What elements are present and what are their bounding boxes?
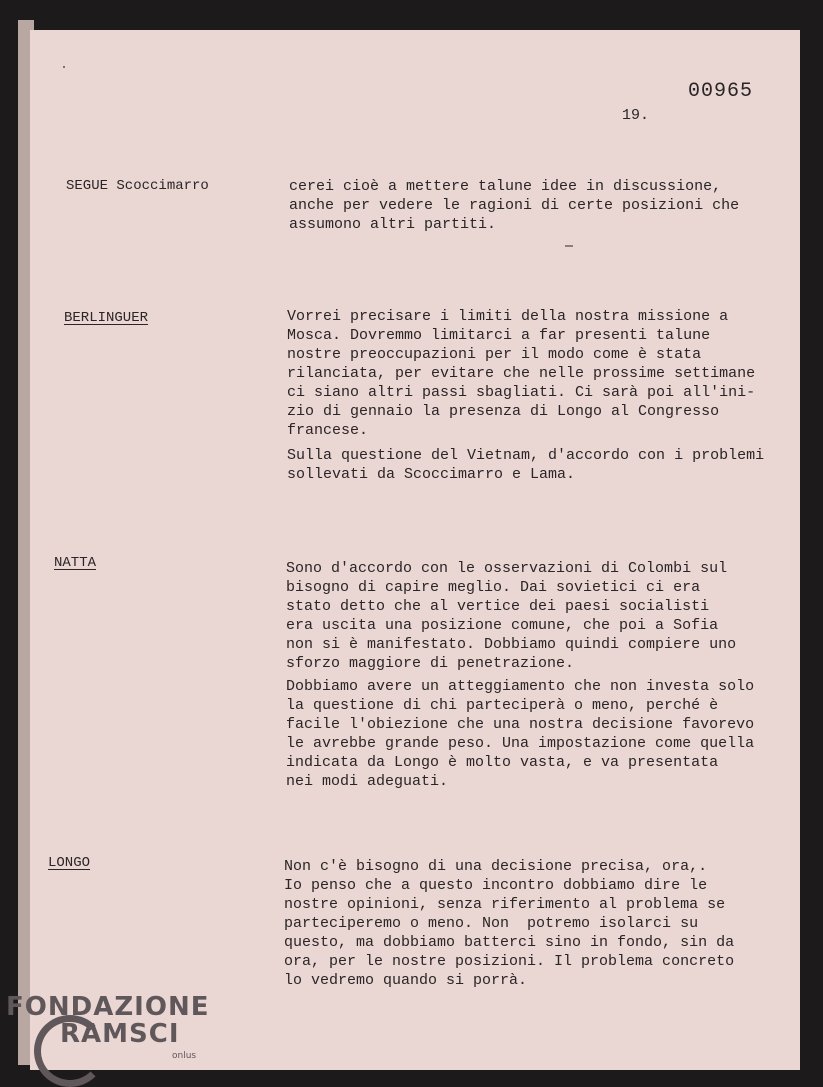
watermark-line3: onlus [172, 1051, 197, 1061]
speaker-label: LONGO [48, 855, 91, 871]
speech-paragraph: cerei cioè a mettere talune idee in discussione, anche per vedere le ragioni di certe posizioni che assumono altri partiti. [289, 178, 740, 233]
speaker-label: NATTA [54, 555, 97, 571]
speech-paragraph: Dobbiamo avere un atteggiamento che non investa solo la questione di chi parteciperà o meno, perché è facile l'obiezione che una nostra decisione favorevo le avrebbe grande peso. Una impostazione come quella indicata da Longo è molto vasta, e va presentata nei modi adeguati. [286, 678, 755, 790]
page-number: 19. [622, 107, 650, 124]
speech-paragraph: Non c'è bisogno di una decisione precisa, ora,. Io penso che a questo incontro dobbiamo dire le nostre opinioni, senza riferimento al problema se parteciperemo o meno. Non potremo isolarci su questo, ma dobbiamo batterci sino in fondo, sin da ora, per le nostre posizioni. Il problema concreto lo vedremo quando si porrà. [284, 858, 735, 989]
speaker-label: SEGUE Scoccimarro [66, 178, 209, 194]
watermark-line1: FONDAZIONE [6, 992, 210, 1022]
speech-paragraph: Sulla questione del Vietnam, d'accordo con i problemi sollevati da Scoccimarro e Lama. [287, 447, 765, 483]
fondazione-gramsci-watermark [0, 985, 230, 1080]
speck [63, 66, 65, 68]
speech-paragraph: Sono d'accordo con le osservazioni di Colombi sul bisogno di capire meglio. Dai sovietici ci era stato detto che al vertice dei paesi socialisti era uscita una posizione comune, che poi a Sofia non si è manifestato. Dobbiamo quindi compiere uno sforzo maggiore di penetrazione. [286, 560, 737, 672]
speaker-label: BERLINGUER [64, 310, 149, 326]
ink-mark [565, 245, 573, 247]
watermark-line2: RAMSCI [60, 1019, 180, 1049]
speech-paragraph: Vorrei precisare i limiti della nostra missione a Mosca. Dovremmo limitarci a far presenti talune nostre preoccupazioni per il modo come è stata rilanciata, per evitare che nelle prossime settimane ci siano altri passi sbagliati. Ci sarà poi all'ini- zio di gennaio la presenza di Longo al Congresso francese. [287, 308, 756, 439]
document-number: 00965 [688, 80, 754, 103]
